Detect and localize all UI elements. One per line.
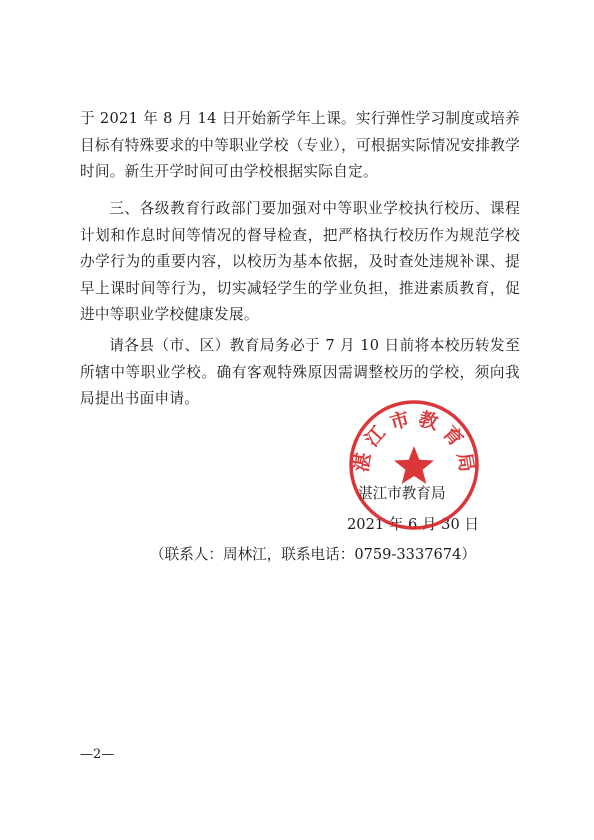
signature-date: 2021 年 6 月 30 日: [347, 516, 479, 533]
paragraph-school-start: 于 2021 年 8 月 14 日开始新学年上课。实行弹性学习制度或培养目标有特殊要求的中等职业学校（专业），可根据实际情况安排教学时间。新生开学时间可由学校根据实际自定。: [80, 110, 520, 180]
star-icon: [394, 446, 434, 484]
official-seal: [347, 398, 481, 532]
signature-organization: 湛江市教育局: [358, 485, 446, 502]
paragraph-supervision: 三、各级教育行政部门要加强对中等职业学校执行校历、课程计划和作息时间等情况的督导检查，把严格执行校历作为规范学校办学行为的重要内容，以校历为基本依据，及时查处违规补课、提早上课时间等行为，切实减轻学生的学业负担，推进素质教育，促进中等职业学校健康发展。: [80, 200, 520, 323]
page-number: —2—: [80, 747, 115, 762]
paragraph-forwarding-request: 请各县（市、区）教育局务必于 7 月 10 日前将本校历转发至所辖中等职业学校。确有客观特殊原因需调整校历的学校，须向我局提出书面申请。: [80, 337, 520, 407]
contact-info: （联系人：周林江，联系电话：0759-3337674）: [150, 546, 476, 563]
seal-lettering: 湛 江 市 教 育 局: [350, 408, 478, 474]
seal-ring: [351, 402, 477, 528]
